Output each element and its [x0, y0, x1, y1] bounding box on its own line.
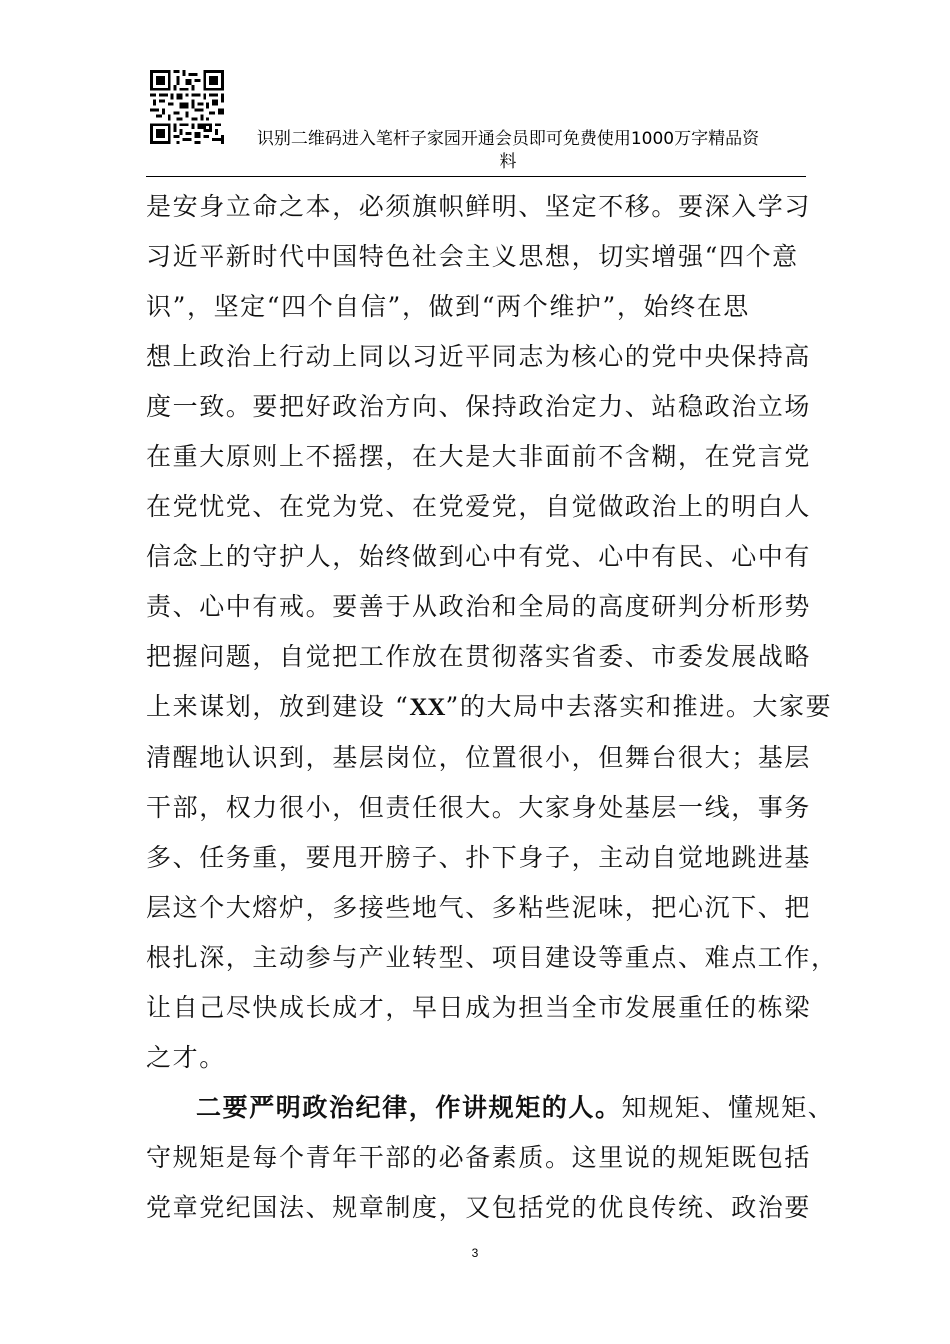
body-line: 多、任务重，要甩开膀子、扑下身子，主动自觉地跳进基: [146, 843, 812, 872]
body-line: 党章党纪国法、规章制度，又包括党的优良传统、政治要: [146, 1193, 812, 1222]
body-line: 识”，坚定“四个自信”，做到“两个维护”，始终在思: [146, 292, 750, 321]
body-line: 之才。: [146, 1043, 226, 1072]
header-line-2: 料: [499, 152, 517, 172]
page-number: 3: [471, 1246, 479, 1260]
body-line: 是安身立命之本，必须旗帜鲜明、坚定不移。要深入学习: [146, 192, 812, 221]
body-line: 守规矩是每个青年干部的必备素质。这里说的规矩既包括: [146, 1143, 812, 1172]
body-line: 把握问题，自觉把工作放在贯彻落实省委、市委发展战略: [146, 642, 812, 671]
paragraph-2-heading: 二要严明政治纪律，作讲规矩的人。: [196, 1093, 622, 1122]
body-line: 信念上的守护人，始终做到心中有党、心中有民、心中有: [146, 542, 812, 571]
body-line: [146, 682, 833, 733]
body-line: 层这个大熔炉，多接些地气、多粘些泥味，把心沉下、把: [146, 893, 812, 922]
body-line: 让自己尽快成长成才，早日成为担当全市发展重任的栋梁: [146, 993, 812, 1022]
document-body: [146, 182, 838, 1233]
body-line: 在党忧党、在党为党、在党爱党，自觉做政治上的明白人: [146, 492, 812, 521]
body-line: 想上政治上行动上同以习近平同志为核心的党中央保持高: [146, 342, 812, 371]
placeholder-xx: XX: [409, 694, 446, 721]
header-divider: [146, 176, 806, 177]
body-text-segment: ”的大局中去落实和推进。大家要: [445, 692, 833, 721]
body-line: 在重大原则上不摇摆，在大是大非面前不含糊，在党言党: [146, 442, 812, 471]
paragraph-2-first-line: [146, 1083, 835, 1133]
body-line: 干部，权力很小，但责任很大。大家身处基层一线，事务: [146, 793, 812, 822]
body-line: 根扎深，主动参与产业转型、项目建设等重点、难点工作，: [146, 943, 838, 972]
body-line: 习近平新时代中国特色社会主义思想，切实增强“四个意: [146, 242, 799, 271]
header-line-1: 识别二维码进入笔杆子家园开通会员即可免费使用1000万字精品资: [256, 129, 760, 149]
body-line: 度一致。要把好政治方向、保持政治定力、站稳政治立场: [146, 392, 812, 421]
body-text-segment: 知规矩、懂规矩、: [621, 1093, 835, 1122]
body-line: 责、心中有戒。要善于从政治和全局的高度研判分析形势: [146, 592, 812, 621]
header-promo-text: [228, 128, 788, 174]
body-text-segment: 上来谋划，放到建设 “: [146, 692, 410, 721]
body-line: 清醒地认识到，基层岗位，位置很小，但舞台很大；基层: [146, 743, 812, 772]
qr-code-icon: [150, 70, 224, 144]
